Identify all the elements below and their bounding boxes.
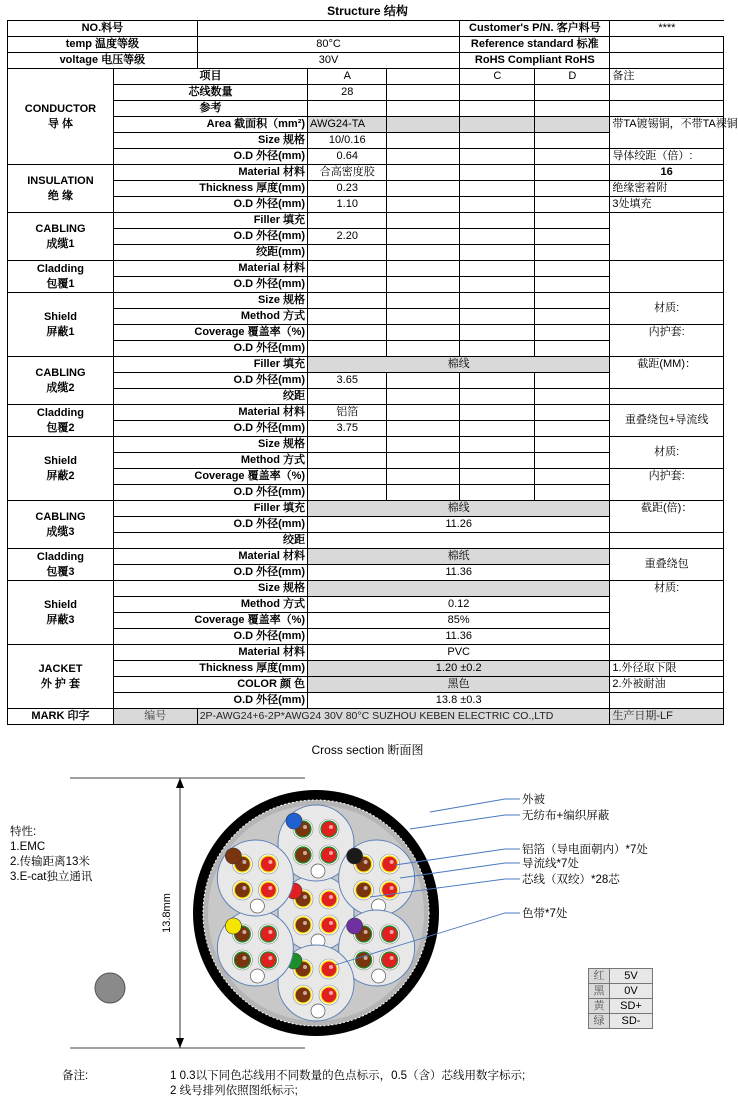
legend-value-black: 0V	[610, 984, 653, 999]
jacket-material-label: Material 材料	[113, 645, 307, 661]
cladding2-material-label: Material 材料	[113, 405, 307, 421]
shield1-note-inner: 内护套:	[610, 325, 724, 357]
reference-standard-value	[610, 37, 724, 53]
cross-section-diagram	[0, 755, 735, 1100]
shielded-unit	[217, 840, 293, 916]
col-d-header: D	[535, 69, 610, 85]
callout-label: 外被	[522, 794, 545, 806]
sample-dot	[95, 973, 125, 1003]
insulation-note-1: 绝缘密着附	[610, 181, 724, 197]
cladding3-od-value: 11.36	[308, 565, 610, 581]
shield2-coverage-label: Coverage 覆盖率（%)	[113, 469, 307, 485]
customer-pn-value: ****	[610, 21, 724, 37]
cladding3-material-value: 棉纸	[308, 549, 610, 565]
shield1-group: Shield 屏蔽1	[8, 293, 114, 357]
core-highlight	[364, 930, 368, 934]
core	[321, 847, 337, 863]
color-tape	[225, 918, 241, 934]
note-header: 备注	[610, 69, 724, 85]
shield3-coverage-label: Coverage 覆盖率（%)	[113, 613, 307, 629]
legend-value-green: SD-	[610, 1014, 653, 1029]
no-label: NO.料号	[8, 21, 198, 37]
voltage-value: 30V	[197, 53, 460, 69]
legend-value-yellow: SD+	[610, 999, 653, 1014]
cabling1-od-label: O.D 外径(mm)	[113, 229, 307, 245]
color-tape	[347, 848, 363, 864]
insulation-od-a: 1.10	[308, 197, 387, 213]
cabling3-od-label: O.D 外径(mm)	[113, 517, 307, 533]
col-b-header	[387, 69, 460, 85]
legend-key-red: 红	[589, 969, 610, 984]
core	[321, 961, 337, 977]
shield3-method-value: 0.12	[308, 597, 610, 613]
core	[321, 987, 337, 1003]
no-value	[197, 21, 460, 37]
cladding2-note: 重叠绕包+导流线	[610, 405, 724, 437]
cabling2-od-label: O.D 外径(mm)	[113, 373, 307, 389]
jacket-thickness-value: 1.20 ±0.2	[308, 661, 610, 677]
core	[260, 926, 276, 942]
remarks-block	[170, 1069, 525, 1099]
reference-label: 参考	[113, 101, 307, 117]
core-highlight	[329, 921, 333, 925]
conductor-group: CONDUCTOR 导 体	[8, 69, 114, 165]
callout-label: 铝箔（导电面朝内）*7处	[522, 844, 648, 856]
insulation-thickness-a: 0.23	[308, 181, 387, 197]
area-a: AWG24-TA	[308, 117, 387, 133]
conductor-lay-value: 16	[610, 165, 724, 181]
jacket-note-2: 2.外被耐油	[610, 677, 724, 693]
dimension-label: 13.8mm	[161, 893, 173, 933]
area-label: Area 截面积（mm²)	[113, 117, 307, 133]
jacket-material-value: PVC	[308, 645, 610, 661]
core-highlight	[303, 921, 307, 925]
core	[295, 917, 311, 933]
conductor-od-a: 0.64	[308, 149, 387, 165]
core	[382, 952, 398, 968]
shield3-group: Shield 屏蔽3	[8, 581, 114, 645]
core	[382, 926, 398, 942]
mark-date: 生产日期-LF	[610, 709, 724, 725]
color-tape	[347, 918, 363, 934]
cabling2-note: 截距(MM)：	[610, 357, 724, 389]
cladding1-material-label: Material 材料	[113, 261, 307, 277]
core	[382, 856, 398, 872]
drain-wire	[250, 969, 264, 983]
feature-3: 3.E-cat独立通讯	[10, 871, 93, 883]
insulation-note-2: 3处填充	[610, 197, 724, 213]
core-highlight	[242, 956, 246, 960]
drain-wire	[250, 899, 264, 913]
core-highlight	[390, 860, 394, 864]
cladding2-material-a: 铝箔	[308, 405, 387, 421]
cabling1-lay-label: 绞距(mm)	[113, 245, 307, 261]
core-highlight	[303, 895, 307, 899]
core-highlight	[329, 825, 333, 829]
shield2-note-inner: 内护套:	[610, 469, 724, 501]
core-highlight	[268, 860, 272, 864]
color-tape	[225, 848, 241, 864]
core	[260, 952, 276, 968]
core-count-a: 28	[308, 85, 387, 101]
item-header: 项目	[113, 69, 307, 85]
mark-label: MARK 印字	[8, 709, 114, 725]
cabling2-filler-label: Filler 填充	[113, 357, 307, 373]
shield3-size-label: Size 规格	[113, 581, 307, 597]
insulation-material-label: Material 材料	[113, 165, 307, 181]
cabling3-lay-label: 绞距	[113, 533, 307, 549]
legend-key-yellow: 黄	[589, 999, 610, 1014]
core-highlight	[329, 895, 333, 899]
core-highlight	[329, 851, 333, 855]
drain-wire	[372, 969, 386, 983]
remark-1: 1 0.3以下同色芯线用不同数量的色点标示，0.5（含）芯线用数字标示;	[170, 1070, 526, 1082]
col-c-header: C	[460, 69, 535, 85]
callout-label: 无纺布+编织屏蔽	[522, 810, 610, 822]
core	[295, 847, 311, 863]
cladding3-note: 重叠绕包	[610, 549, 724, 581]
shield2-note-material: 材质:	[610, 437, 724, 469]
core-highlight	[364, 860, 368, 864]
insulation-od-label: O.D 外径(mm)	[113, 197, 307, 213]
core-highlight	[268, 930, 272, 934]
legend-key-green: 绿	[589, 1014, 610, 1029]
shield2-od-label: O.D 外径(mm)	[113, 485, 307, 501]
feature-1: 1.EMC	[10, 841, 46, 853]
legend-value-red: 5V	[610, 969, 653, 984]
cladding3-od-label: O.D 外径(mm)	[113, 565, 307, 581]
core	[356, 882, 372, 898]
core-highlight	[390, 930, 394, 934]
jacket-color-label: COLOR 颜 色	[113, 677, 307, 693]
shielded-unit	[217, 910, 293, 986]
temp-label: temp 温度等级	[8, 37, 198, 53]
core-highlight	[303, 991, 307, 995]
remarks-label: 备注:	[62, 1070, 89, 1082]
callout-label: 导流线*7处	[522, 858, 579, 870]
shield1-size-label: Size 规格	[113, 293, 307, 309]
cladding2-od-a: 3.75	[308, 421, 387, 437]
callout-label: 芯线（双绞）*28芯	[522, 874, 620, 886]
shield2-group: Shield 屏蔽2	[8, 437, 114, 501]
core	[321, 917, 337, 933]
legend-key-black: 黑	[589, 984, 610, 999]
cabling3-note: 截距(倍)：	[610, 501, 724, 533]
cabling1-group: CABLING 成缆1	[8, 213, 114, 261]
cladding1-group: Cladding 包覆1	[8, 261, 114, 293]
page-title: Structure 结构	[327, 4, 408, 18]
core	[260, 856, 276, 872]
shielded-unit	[339, 840, 415, 916]
shield1-method-label: Method 方式	[113, 309, 307, 325]
cladding2-group: Cladding 包覆2	[8, 405, 114, 437]
core-highlight	[364, 886, 368, 890]
core-highlight	[242, 886, 246, 890]
core-highlight	[303, 825, 307, 829]
size-label: Size 规格	[113, 133, 307, 149]
cabling1-filler-label: Filler 填充	[113, 213, 307, 229]
core	[234, 882, 250, 898]
core-highlight	[364, 956, 368, 960]
shield3-od-value: 11.36	[308, 629, 610, 645]
shield1-note-material: 材质:	[610, 293, 724, 325]
core-highlight	[268, 886, 272, 890]
jacket-group: JACKET 外 护 套	[8, 645, 114, 709]
mark-text: 2P-AWG24+6-2P*AWG24 30V 80°C SUZHOU KEBEN ELECTRIC CO.,LTD	[197, 709, 610, 725]
core-highlight	[303, 965, 307, 969]
cable-section	[193, 790, 439, 1036]
cabling1-od-a: 2.20	[308, 229, 387, 245]
shield3-coverage-value: 85%	[308, 613, 610, 629]
core-count-label: 芯线数量	[113, 85, 307, 101]
insulation-material-a: 合高密度胶	[308, 165, 387, 181]
shield3-note: 材质:	[610, 581, 724, 645]
features-title: 特性:	[10, 826, 37, 838]
core-highlight	[268, 956, 272, 960]
shield2-method-label: Method 方式	[113, 453, 307, 469]
conductor-note: 带TA镀锡铜，不带TA裸铜	[610, 117, 724, 149]
shield3-method-label: Method 方式	[113, 597, 307, 613]
core	[295, 987, 311, 1003]
shield3-od-label: O.D 外径(mm)	[113, 629, 307, 645]
reference-standard-label: Reference standard 标准	[460, 37, 610, 53]
shield1-od-label: O.D 外径(mm)	[113, 341, 307, 357]
mark-code-label: 编号	[113, 709, 197, 725]
temp-value: 80°C	[197, 37, 460, 53]
conductor-od-label: O.D 外径(mm)	[113, 149, 307, 165]
color-legend	[588, 968, 653, 1029]
insulation-thickness-label: Thickness 厚度(mm)	[113, 181, 307, 197]
core-highlight	[329, 965, 333, 969]
jacket-thickness-label: Thickness 厚度(mm)	[113, 661, 307, 677]
cladding3-material-label: Material 材料	[113, 549, 307, 565]
drain-wire	[311, 864, 325, 878]
voltage-label: voltage 电压等级	[8, 53, 198, 69]
core-highlight	[390, 956, 394, 960]
core-highlight	[242, 930, 246, 934]
shield2-size-label: Size 规格	[113, 437, 307, 453]
jacket-color-value: 黑色	[308, 677, 610, 693]
size-a: 10/0.16	[308, 133, 387, 149]
col-a-header: A	[308, 69, 387, 85]
feature-2: 2.传输距离13米	[10, 856, 90, 868]
core-highlight	[329, 991, 333, 995]
remark-2: 2 线号排列依照图纸标示;	[170, 1085, 298, 1097]
core	[382, 882, 398, 898]
jacket-note-1: 1.外径取下限	[610, 661, 724, 677]
color-tape	[286, 813, 302, 829]
cabling3-group: CABLING 成缆3	[8, 501, 114, 549]
cabling2-lay-label: 绞距	[113, 389, 307, 405]
cabling3-od-value: 11.26	[308, 517, 610, 533]
cladding1-od-label: O.D 外径(mm)	[113, 277, 307, 293]
drain-wire	[311, 1004, 325, 1018]
cabling2-od-a: 3.65	[308, 373, 387, 389]
customer-pn-label: Customer's P/N. 客户料号	[460, 21, 610, 37]
core-highlight	[242, 860, 246, 864]
core	[321, 891, 337, 907]
cabling3-filler-label: Filler 填充	[113, 501, 307, 517]
cabling3-filler-value: 棉线	[308, 501, 610, 517]
core	[321, 821, 337, 837]
insulation-group: INSULATION 绝 缘	[8, 165, 114, 213]
core	[260, 882, 276, 898]
structure-table	[7, 20, 738, 725]
features-block	[10, 825, 92, 885]
jacket-od-value: 13.8 ±0.3	[308, 693, 610, 709]
cladding3-group: Cladding 包覆3	[8, 549, 114, 581]
rohs-value	[610, 53, 724, 69]
rohs-label: RoHS Compliant RoHS	[460, 53, 610, 69]
jacket-od-label: O.D 外径(mm)	[113, 693, 307, 709]
core-highlight	[390, 886, 394, 890]
cladding2-od-label: O.D 外径(mm)	[113, 421, 307, 437]
callout-label: 色带*7处	[522, 908, 568, 920]
core-highlight	[303, 851, 307, 855]
cross-section-title: Cross section 断面图	[311, 743, 424, 757]
cabling2-group: CABLING 成缆2	[8, 357, 114, 405]
conductor-lay-note: 导体绞距（倍）:	[610, 149, 724, 165]
shield1-coverage-label: Coverage 覆盖率（%)	[113, 325, 307, 341]
cabling2-filler-value: 棉线	[308, 357, 610, 373]
core	[234, 952, 250, 968]
